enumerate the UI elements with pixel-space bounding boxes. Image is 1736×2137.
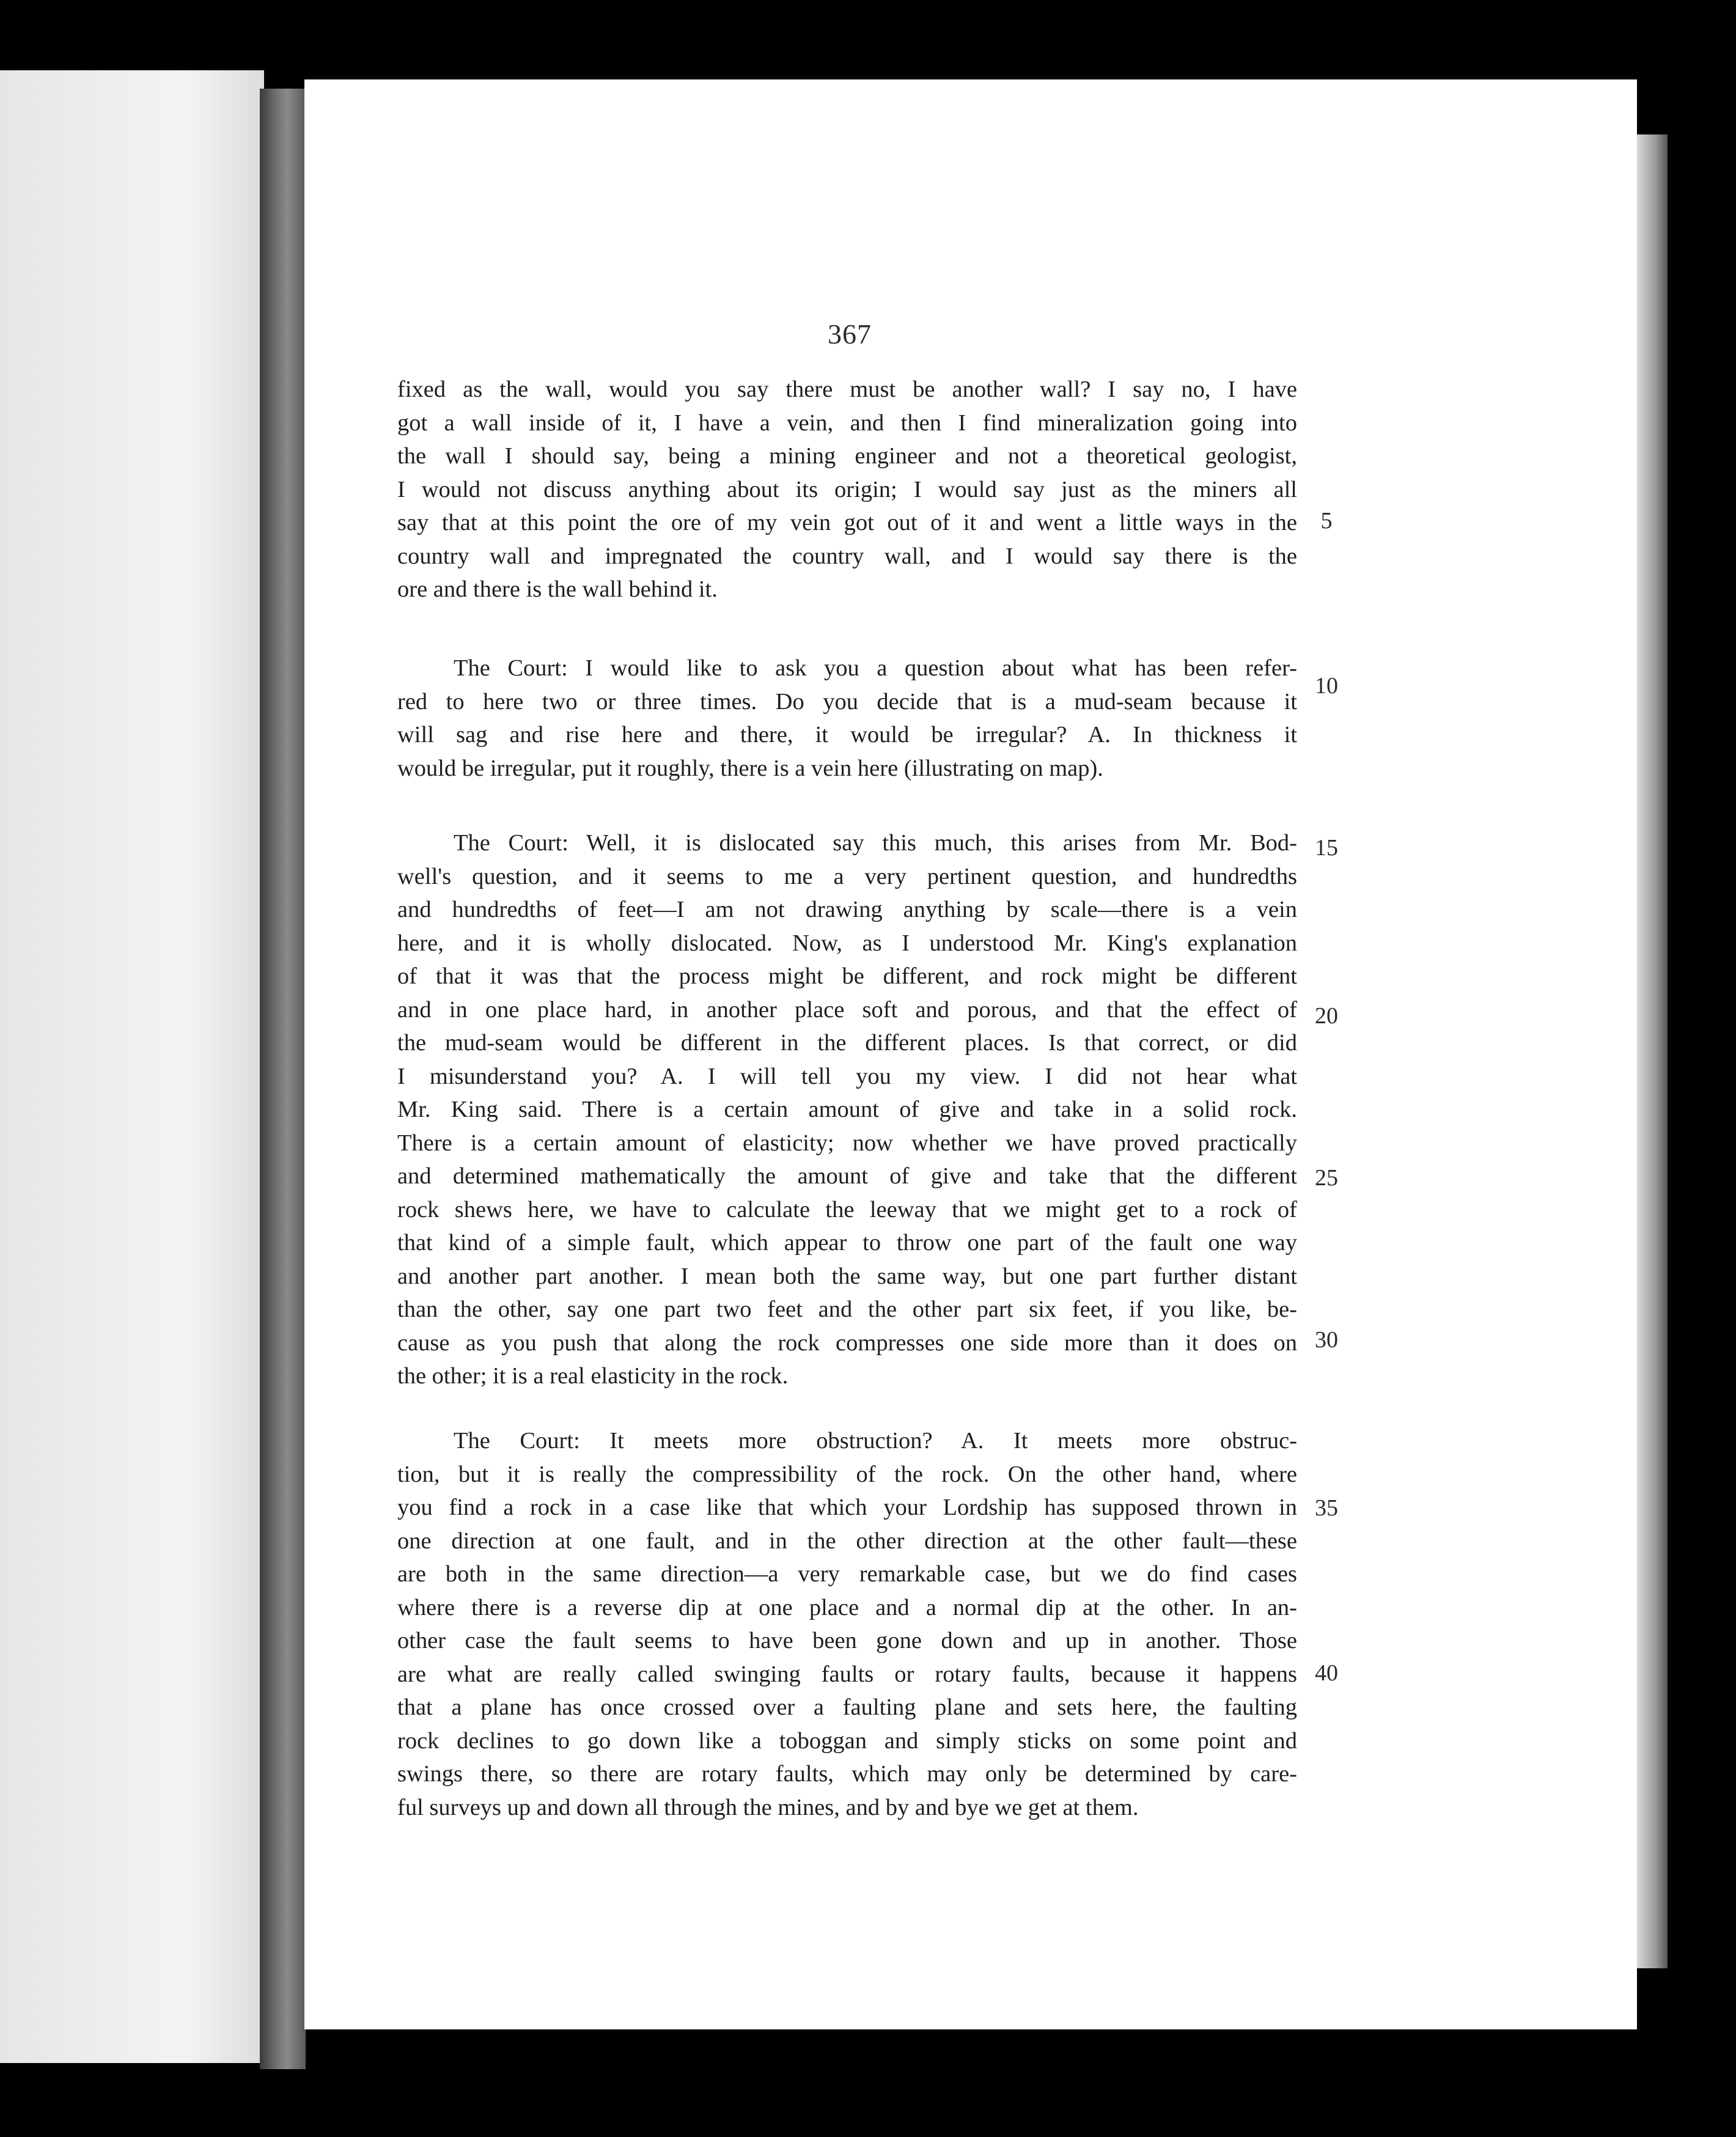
line-number: 15 — [1315, 835, 1338, 861]
line-number: 20 — [1315, 1003, 1338, 1029]
text-line: ore and there is the wall behind it. — [397, 576, 718, 602]
text-line: and another part another. I mean both the same way, but one part further distant — [397, 1263, 1297, 1289]
left-page-edge — [0, 70, 264, 2063]
text-line: fixed as the wall, would you say there must be another wall? I say no, I have — [397, 377, 1297, 402]
text-line: other case the fault seems to have been gone down and up in another. Those — [397, 1628, 1297, 1653]
text-line: tion, but it is really the compressibility of the rock. On the other hand, where — [397, 1461, 1297, 1487]
text-line: well's question, and it seems to me a very pertinent question, and hundredths — [397, 863, 1297, 889]
line-number: 10 — [1315, 673, 1338, 699]
text-line: and determined mathematically the amount of give and take that the different — [397, 1163, 1297, 1189]
text-line: rock declines to go down like a toboggan and simply sticks on some point and — [397, 1727, 1297, 1754]
text-line: that kind of a simple fault, which appear to throw one part of the fault one way — [397, 1230, 1297, 1256]
text-line: where there is a reverse dip at one place and a normal dip at the other. In an- — [397, 1594, 1297, 1620]
text-line: one direction at one fault, and in the other direction at the other fault—these — [397, 1528, 1297, 1554]
paragraph-1 — [397, 373, 1297, 606]
line-number: 40 — [1315, 1660, 1338, 1686]
line-number: 5 — [1320, 508, 1333, 534]
text-line: swings there, so there are rotary faults, which may only be determined by care- — [397, 1761, 1297, 1787]
text-line: I misunderstand you? A. I will tell you my view. I did not hear what — [397, 1063, 1297, 1089]
text-line: than the other, say one part two feet and the other part six feet, if you like, be- — [397, 1297, 1297, 1322]
book-binding — [260, 89, 306, 2069]
text-line: ful surveys up and down all through the mines, and by and bye we get at them. — [397, 1794, 1139, 1820]
page-number: 367 — [828, 318, 872, 350]
text-line: country wall and impregnated the country wall, and I would say there is the — [397, 543, 1297, 569]
text-line: say that at this point the ore of my vein got out of it and went a little ways in the — [397, 510, 1297, 535]
text-line: you find a rock in a case like that which your Lordship has supposed thrown in — [397, 1495, 1297, 1520]
page-stack-edge — [1637, 134, 1668, 1968]
paragraph-4 — [397, 1424, 1297, 1824]
text-line: rock shews here, we have to calculate the leeway that we might get to a rock of — [397, 1196, 1297, 1223]
text-line: red to here two or three times. Do you decide that is a mud-seam because it — [397, 688, 1297, 715]
text-line: and hundredths of feet—I am not drawing anything by scale—there is a vein — [397, 897, 1297, 922]
line-number: 25 — [1315, 1165, 1338, 1191]
text-line: will sag and rise here and there, it would be irregular? A. In thickness it — [397, 722, 1297, 748]
text-line: I would not discuss anything about its origin; I would say just as the miners all — [397, 476, 1297, 502]
text-line: The Court: I would like to ask you a question about what has been refer- — [454, 655, 1297, 681]
text-line: of that it was that the process might be different, and rock might be different — [397, 963, 1297, 989]
paragraph-3 — [397, 826, 1297, 1393]
text-line: here, and it is wholly dislocated. Now, as I understood Mr. King's explanation — [397, 930, 1297, 956]
line-number: 35 — [1315, 1495, 1338, 1521]
text-line: The Court: Well, it is dislocated say this much, this arises from Mr. Bod- — [454, 830, 1297, 856]
text-line: are what are really called swinging faults or rotary faults, because it happens — [397, 1661, 1297, 1687]
text-line: are both in the same direction—a very remarkable case, but we do find cases — [397, 1561, 1297, 1587]
paragraph-2 — [397, 652, 1297, 785]
text-line: cause as you push that along the rock compresses one side more than it does on — [397, 1330, 1297, 1356]
text-line: that a plane has once crossed over a faulting plane and sets here, the faulting — [397, 1694, 1297, 1720]
text-line: the wall I should say, being a mining engineer and not a theoretical geologist, — [397, 443, 1297, 469]
text-line: the mud-seam would be different in the different places. Is that correct, or did — [397, 1030, 1297, 1056]
text-line: The Court: It meets more obstruction? A. It meets more obstruc- — [454, 1428, 1297, 1454]
text-line: and in one place hard, in another place soft and porous, and that the effect of — [397, 996, 1297, 1023]
text-line: would be irregular, put it roughly, there is a vein here (illustrating on map). — [397, 755, 1103, 781]
line-number: 30 — [1315, 1327, 1338, 1353]
text-line: There is a certain amount of elasticity; now whether we have proved practically — [397, 1130, 1297, 1156]
text-line: got a wall inside of it, I have a vein, and then I find mineralization going into — [397, 410, 1297, 436]
text-line: Mr. King said. There is a certain amount of give and take in a solid rock. — [397, 1097, 1297, 1122]
text-line: the other; it is a real elasticity in the rock. — [397, 1363, 789, 1389]
